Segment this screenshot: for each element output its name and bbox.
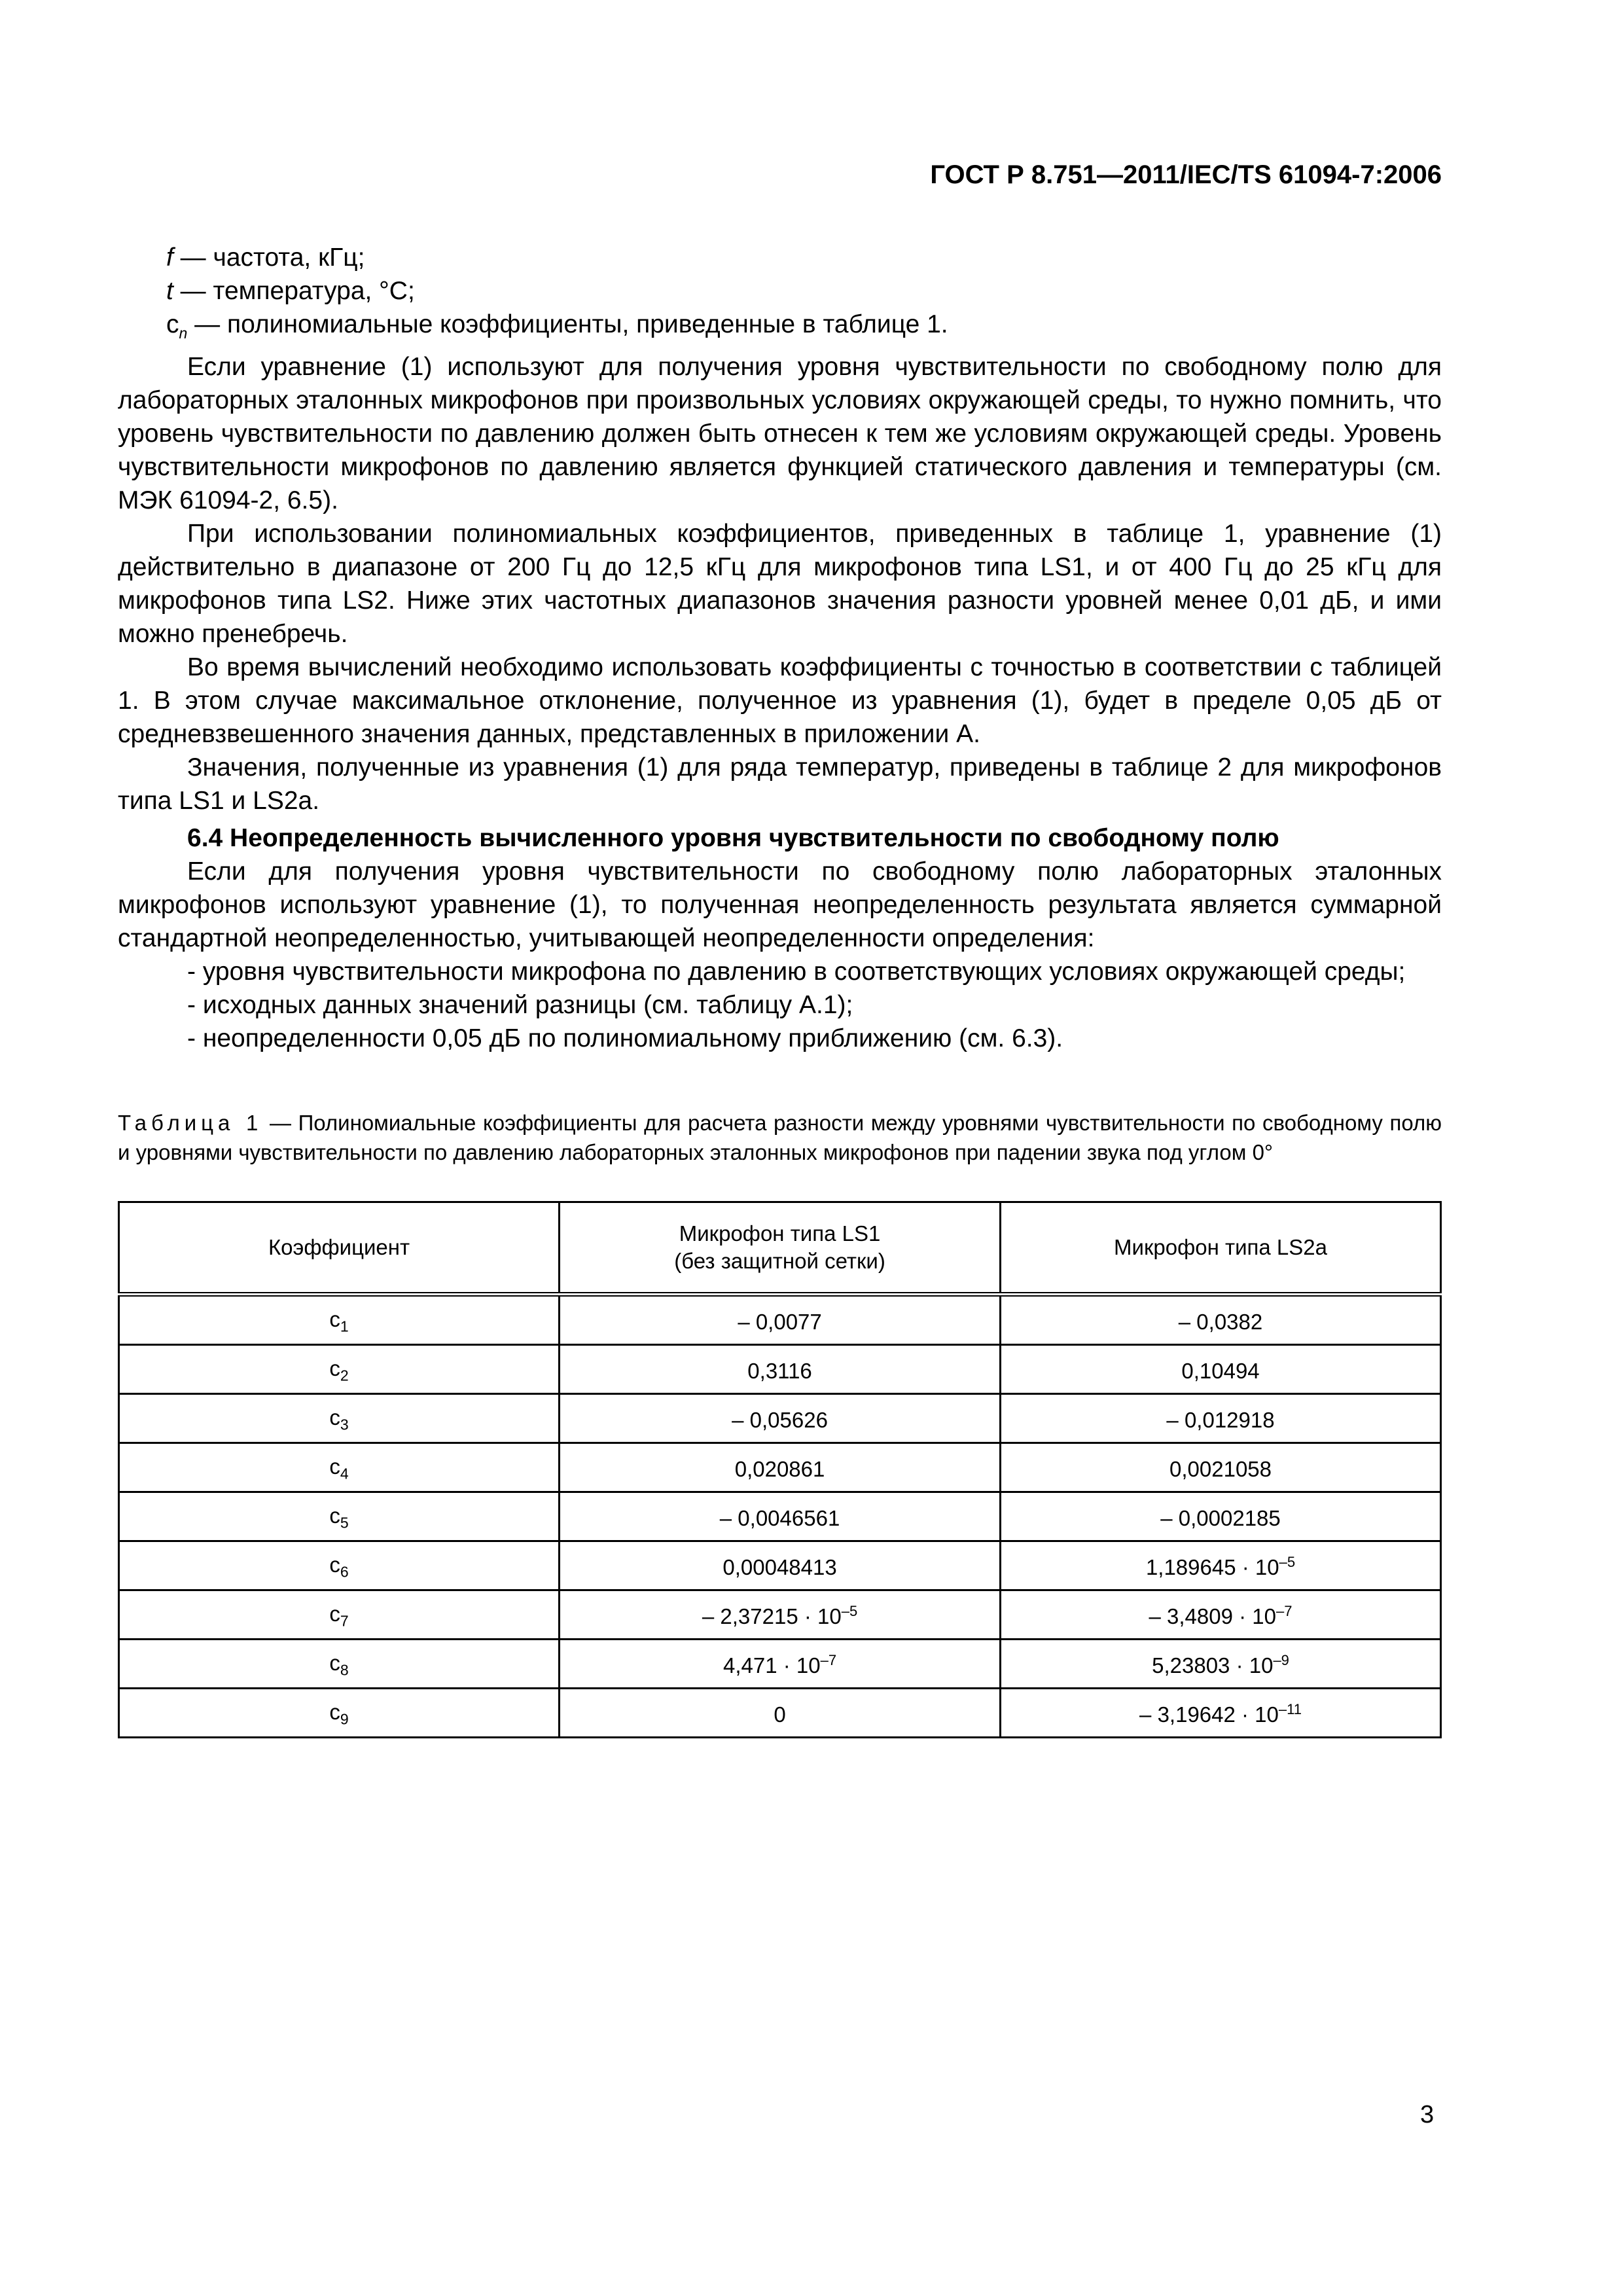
table-row bbox=[119, 1590, 1441, 1640]
coef-index: 4 bbox=[340, 1465, 349, 1482]
ls1-value-cell bbox=[560, 1443, 1001, 1492]
ls1-value-cell bbox=[560, 1541, 1001, 1590]
definition-cn bbox=[118, 308, 1442, 350]
coefficient-cell bbox=[119, 1295, 560, 1345]
table-row bbox=[119, 1394, 1441, 1443]
coef-symbol: c bbox=[329, 1405, 340, 1430]
header-ls1 bbox=[560, 1202, 1001, 1295]
coefficient-cell bbox=[119, 1492, 560, 1541]
ls1-value: 0,00048413 bbox=[722, 1555, 837, 1579]
coefficients-table bbox=[118, 1201, 1442, 1738]
ls1-value-cell bbox=[560, 1640, 1001, 1689]
coef-symbol: c bbox=[329, 1602, 340, 1626]
ls1-value: 4,471 · 10 bbox=[722, 1653, 821, 1677]
definition-f bbox=[118, 241, 1442, 274]
coefficient-cell bbox=[119, 1345, 560, 1394]
ls2a-value-cell bbox=[1001, 1689, 1441, 1738]
coef-index: 7 bbox=[340, 1612, 349, 1630]
body-text bbox=[118, 241, 1442, 1055]
table-header-row bbox=[119, 1202, 1441, 1295]
coef-symbol: c bbox=[329, 1503, 340, 1528]
coef-symbol: c bbox=[329, 1356, 340, 1381]
caption-text: — Полиномиальные коэффициенты для расчета разности между уровнями чувствительности по свободному полю и уровнями чувствительности по давлению лабораторных эталонных микрофонов при падении звука под углом 0° bbox=[118, 1111, 1442, 1164]
paragraph: Если уравнение (1) используют для получения уровня чувствительности по свободному полю для лабораторных эталонных микрофонов при произвольных условиях окружающей среды, то нужно помнить, что уровень чувствительности по давлению должен быть отнесен к тем же условиям окружающей среды. Уровень чувствительности микрофонов по давлению является функцией статического давления и температуры (см. МЭК 61094-2, 6.5). bbox=[118, 352, 1442, 514]
ls2a-exponent: –11 bbox=[1278, 1701, 1302, 1717]
coef-index: 2 bbox=[340, 1367, 349, 1384]
ls2a-value-cell bbox=[1001, 1640, 1441, 1689]
ls1-value: 0,3116 bbox=[747, 1359, 812, 1383]
list-item: - исходных данных значений разницы (см. таблицу А.1); bbox=[187, 990, 853, 1019]
ls2a-value-cell bbox=[1001, 1345, 1441, 1394]
ls1-value: 0 bbox=[774, 1702, 786, 1727]
symbol: c bbox=[166, 310, 179, 338]
coef-index: 3 bbox=[340, 1416, 349, 1433]
coef-index: 6 bbox=[340, 1563, 349, 1581]
ls2a-value-cell bbox=[1001, 1541, 1441, 1590]
ls1-value: – 0,05626 bbox=[732, 1408, 828, 1432]
coef-index: 1 bbox=[340, 1318, 349, 1335]
header-ls1-note: (без защитной сетки) bbox=[674, 1249, 885, 1273]
ls2a-exponent: –9 bbox=[1273, 1652, 1289, 1668]
ls1-value-cell bbox=[560, 1295, 1001, 1345]
document-header: ГОСТ Р 8.751—2011/IEC/TS 61094-7:2006 bbox=[930, 160, 1442, 189]
ls1-value: – 0,0077 bbox=[738, 1310, 822, 1334]
ls2a-value: – 3,19642 · 10 bbox=[1139, 1702, 1279, 1727]
table-row bbox=[119, 1295, 1441, 1345]
paragraph: Значения, полученные из уравнения (1) для ряда температур, приведены в таблице 2 для микрофонов типа LS1 и LS2a. bbox=[118, 753, 1442, 815]
ls2a-exponent: –7 bbox=[1276, 1603, 1293, 1619]
ls2a-value-cell bbox=[1001, 1295, 1441, 1345]
ls1-value-cell bbox=[560, 1345, 1001, 1394]
definition-text: — частота, кГц; bbox=[173, 243, 365, 272]
ls1-value-cell bbox=[560, 1492, 1001, 1541]
ls1-value-cell bbox=[560, 1590, 1001, 1640]
definition-text: — температура, °C; bbox=[173, 277, 415, 305]
coef-symbol: c bbox=[329, 1700, 340, 1725]
coefficient-cell bbox=[119, 1443, 560, 1492]
ls1-value: – 2,37215 · 10 bbox=[702, 1604, 842, 1628]
coefficient-cell bbox=[119, 1541, 560, 1590]
table-row bbox=[119, 1541, 1441, 1590]
table-caption bbox=[118, 1108, 1442, 1167]
ls1-exponent: –5 bbox=[841, 1603, 858, 1619]
coef-index: 9 bbox=[340, 1710, 349, 1728]
ls1-value: – 0,0046561 bbox=[719, 1506, 840, 1530]
coef-index: 8 bbox=[340, 1661, 349, 1679]
definition-text: — полиномиальные коэффициенты, приведенные в таблице 1. bbox=[187, 310, 948, 338]
coefficient-cell bbox=[119, 1640, 560, 1689]
list-item: - неопределенности 0,05 дБ по полиномиальному приближению (см. 6.3). bbox=[187, 1024, 1063, 1052]
definition-t bbox=[118, 274, 1442, 308]
ls1-value-cell bbox=[560, 1394, 1001, 1443]
ls2a-value: – 0,0382 bbox=[1178, 1310, 1263, 1334]
paragraph: Если для получения уровня чувствительности по свободному полю лабораторных эталонных микрофонов используют уравнение (1), то полученная неопределенность результата является суммарной стандартной неопределенностью, учитывающей неопределенности определения: bbox=[118, 857, 1442, 952]
ls2a-value-cell bbox=[1001, 1443, 1441, 1492]
section-heading: 6.4 Неопределенность вычисленного уровня чувствительности по свободному полю bbox=[187, 823, 1279, 852]
coefficient-cell bbox=[119, 1689, 560, 1738]
header-coefficient: Коэффициент bbox=[119, 1202, 560, 1295]
table-row bbox=[119, 1492, 1441, 1541]
coef-symbol: c bbox=[329, 1454, 340, 1479]
ls2a-value: – 0,012918 bbox=[1166, 1408, 1275, 1432]
caption-label: Таблица 1 bbox=[118, 1111, 263, 1135]
table-row bbox=[119, 1345, 1441, 1394]
ls2a-value: 5,23803 · 10 bbox=[1152, 1653, 1274, 1677]
symbol: f bbox=[166, 243, 173, 272]
coefficient-cell bbox=[119, 1394, 560, 1443]
header-ls2a: Микрофон типа LS2a bbox=[1001, 1202, 1441, 1295]
ls2a-value-cell bbox=[1001, 1492, 1441, 1541]
ls1-exponent: –7 bbox=[820, 1652, 837, 1668]
coefficient-cell bbox=[119, 1590, 560, 1640]
coef-index: 5 bbox=[340, 1514, 349, 1532]
table-row bbox=[119, 1640, 1441, 1689]
ls2a-value: – 0,0002185 bbox=[1160, 1506, 1281, 1530]
list-item: - уровня чувствительности микрофона по давлению в соответствующих условиях окружающей среды; bbox=[187, 957, 1406, 986]
page-number: 3 bbox=[1420, 2101, 1435, 2128]
ls2a-exponent: –5 bbox=[1279, 1554, 1296, 1570]
header-ls1-title: Микрофон типа LS1 bbox=[679, 1221, 881, 1246]
ls1-value: 0,020861 bbox=[734, 1457, 825, 1481]
ls2a-value: 0,0021058 bbox=[1169, 1457, 1272, 1481]
paragraph: Во время вычислений необходимо использовать коэффициенты с точностью в соответствии с таблицей 1. В этом случае максимальное отклонение, полученное из уравнения (1), будет в пределе 0,05 дБ от средневзвешенного значения данных, представленных в приложении А. bbox=[118, 653, 1442, 748]
ls2a-value-cell bbox=[1001, 1590, 1441, 1640]
coef-symbol: c bbox=[329, 1307, 340, 1332]
table-row bbox=[119, 1689, 1441, 1738]
ls1-value-cell bbox=[560, 1689, 1001, 1738]
ls2a-value: 0,10494 bbox=[1181, 1359, 1260, 1383]
subscript: n bbox=[179, 324, 188, 342]
coef-symbol: c bbox=[329, 1651, 340, 1676]
ls2a-value: 1,189645 · 10 bbox=[1145, 1555, 1279, 1579]
paragraph: При использовании полиномиальных коэффициентов, приведенных в таблице 1, уравнение (1) действительно в диапазоне от 200 Гц до 12,5 кГц для микрофонов типа LS1, и от 400 Гц до 25 кГц для микрофонов типа LS2. Ниже этих частотных диапазонов значения разности уровней менее 0,01 дБ, и ими можно пренебречь. bbox=[118, 519, 1442, 648]
ls2a-value-cell bbox=[1001, 1394, 1441, 1443]
ls2a-value: – 3,4809 · 10 bbox=[1149, 1604, 1277, 1628]
symbol: t bbox=[166, 277, 173, 305]
table-row bbox=[119, 1443, 1441, 1492]
coef-symbol: c bbox=[329, 1552, 340, 1577]
